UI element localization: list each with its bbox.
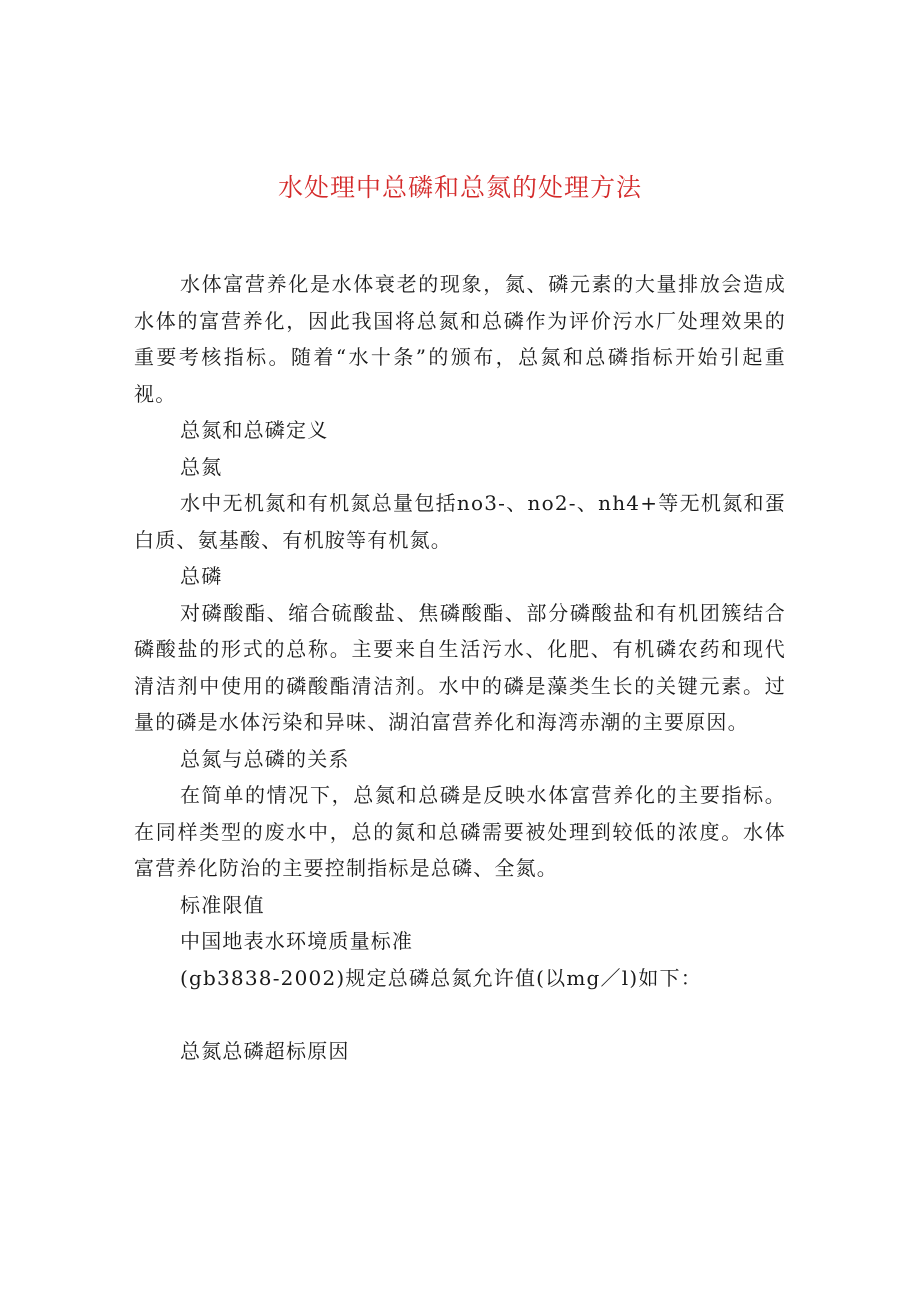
- document-body: [134, 266, 786, 1069]
- total-nitrogen-paragraph: 水中无机氮和有机氮总量包括no3-、no2-、nh4+等无机氮和蛋白质、氨基酸、有机胺等有机氮。: [134, 491, 786, 552]
- limits-line-1: 中国地表水环境质量标准: [180, 929, 414, 953]
- section-heading-relation: 总氮与总磷的关系: [180, 746, 350, 771]
- relation-paragraph: 在简单的情况下，总氮和总磷是反映水体富营养化的主要指标。在同样类型的废水中，总的氮和总磷需要被处理到较低的浓度。水体富营养化防治的主要控制指标是总磷、全氮。: [134, 783, 786, 880]
- limits-line-2: (gb3838-2002)规定总磷总氮允许值(以mg／l)如下：: [180, 965, 702, 990]
- section-heading-causes: 总氮总磷超标原因: [180, 1038, 350, 1063]
- document-title: 水处理中总磷和总氮的处理方法: [277, 173, 642, 202]
- section-heading-limits: 标准限值: [180, 892, 265, 917]
- total-phosphorus-paragraph: 对磷酸酯、缩合硫酸盐、焦磷酸酯、部分磷酸盐和有机团簇结合磷酸盐的形式的总称。主要来自生活污水、化肥、有机磷农药和现代清洁剂中使用的磷酸酯清洁剂。水中的磷是藻类生长的关键元素。过量的磷是水体污染和异味、湖泊富营养化和海湾赤潮的主要原因。: [134, 600, 786, 734]
- section-heading-total-phosphorus: 总磷: [180, 564, 223, 588]
- section-heading-total-nitrogen: 总氮: [180, 454, 223, 479]
- blank-gap: [134, 996, 786, 1033]
- section-heading-definition: 总氮和总磷定义: [180, 418, 329, 442]
- intro-paragraph: 水体富营养化是水体衰老的现象，氮、磷元素的大量排放会造成水体的富营养化，因此我国将总氮和总磷作为评价污水厂处理效果的重要考核指标。随着“水十条”的颁布，总氮和总磷指标开始引起重视。: [134, 272, 786, 406]
